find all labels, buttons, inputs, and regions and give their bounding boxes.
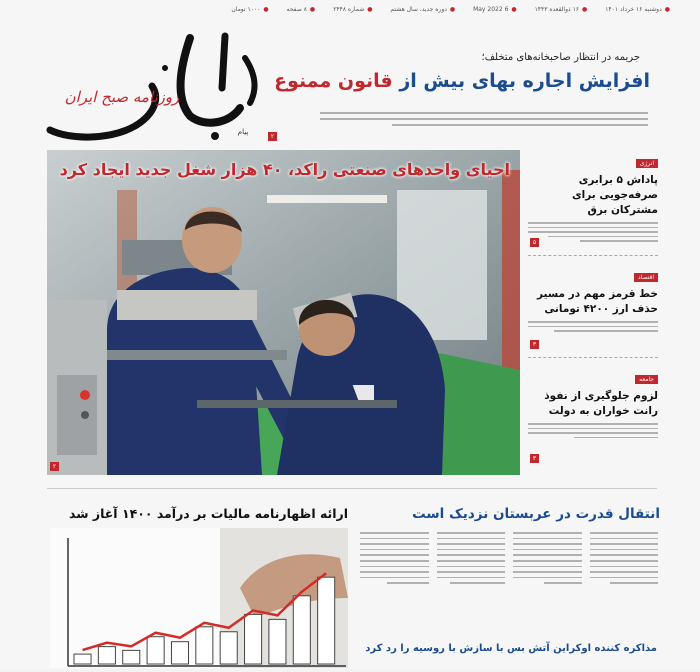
chart-bar	[171, 642, 188, 664]
story-tag: اقتصاد	[634, 273, 658, 282]
bottom-right-headline: انتقال قدرت در عربستان نزدیک است	[412, 506, 660, 522]
text-column	[590, 532, 659, 628]
bar-chart	[50, 528, 348, 668]
bottom-footer-headline: مذاکره کننده اوکراین آتش بس با سازش با روسیه را رد کرد	[365, 643, 657, 654]
chart-bar	[98, 647, 115, 664]
chart-bar	[74, 654, 91, 664]
chart-bar	[245, 614, 262, 664]
logo-text: زمان	[190, 98, 193, 99]
sidebar-divider	[528, 357, 658, 358]
sidebar-divider	[528, 255, 658, 256]
main-photo	[47, 150, 520, 475]
sidebar-story-2	[528, 264, 658, 335]
lead-page-number: ۲	[268, 132, 277, 141]
tax-chart-image	[50, 528, 348, 668]
story-title: لزوم جلوگیری از نفوذ رانت خواران به دولت	[544, 390, 658, 417]
story-3-page-number: ۳	[530, 454, 539, 463]
lead-headline-red: قانون ممنوع	[274, 70, 393, 92]
bottom-left-headline: ارائه اظهارنامه مالیات بر درآمد ۱۴۰۰ آغاز شد	[69, 506, 348, 521]
chart-bar	[269, 619, 286, 664]
dateline: ●دوشنبه ۱۶ خرداد ۱۴۰۱ ●۱۶ ذوالقعده ۱۴۴۳ ●6 May 2022 ●دوره جدید، سال هشتم ●شماره ۲۴۴۸ ●۸ صفحه ●۱۰۰۰ تومان	[231, 6, 670, 13]
text-column	[437, 532, 506, 628]
chart-bar	[123, 650, 140, 664]
sidebar-story-3	[528, 366, 658, 441]
masthead-subtitle: روزنامه صبح ایران	[64, 88, 180, 106]
story-tag: جامعه	[635, 375, 658, 384]
story-title: پاداش ۵ برابری صرفه‌جویی برای مشترکان برق	[572, 174, 658, 216]
story-tag: انرژی	[636, 159, 658, 168]
factory-workers-image	[47, 150, 520, 475]
chart-bar	[220, 632, 237, 664]
lead-headline	[270, 70, 650, 92]
chart-bar	[147, 637, 164, 664]
section-divider	[47, 488, 657, 489]
chart-bar	[196, 627, 213, 664]
lead-body-text	[320, 112, 648, 130]
photo-headline: احیای واحدهای صنعتی راکد، ۴۰ هزار شغل جدید ایجاد کرد	[59, 160, 510, 179]
text-column	[360, 532, 429, 628]
masthead-small-text: پیام	[237, 128, 249, 136]
bottom-right-columns	[360, 532, 658, 628]
text-column	[513, 532, 582, 628]
chart-bar	[318, 577, 335, 664]
lead-headline-blue: افزایش اجاره بهای بیش از	[392, 70, 650, 92]
photo-page-number: ۲	[50, 462, 59, 471]
sidebar-story-1	[528, 150, 658, 245]
lead-kicker: جریمه در انتظار صاحبخانه‌های متخلف؛	[481, 52, 640, 63]
story-2-page-number: ۳	[530, 340, 539, 349]
story-1-page-number: ۵	[530, 238, 539, 247]
chart-bar	[293, 596, 310, 664]
story-title: خط قرمز مهم در مسیر حذف ارز ۴۲۰۰ تومانی	[537, 288, 658, 315]
